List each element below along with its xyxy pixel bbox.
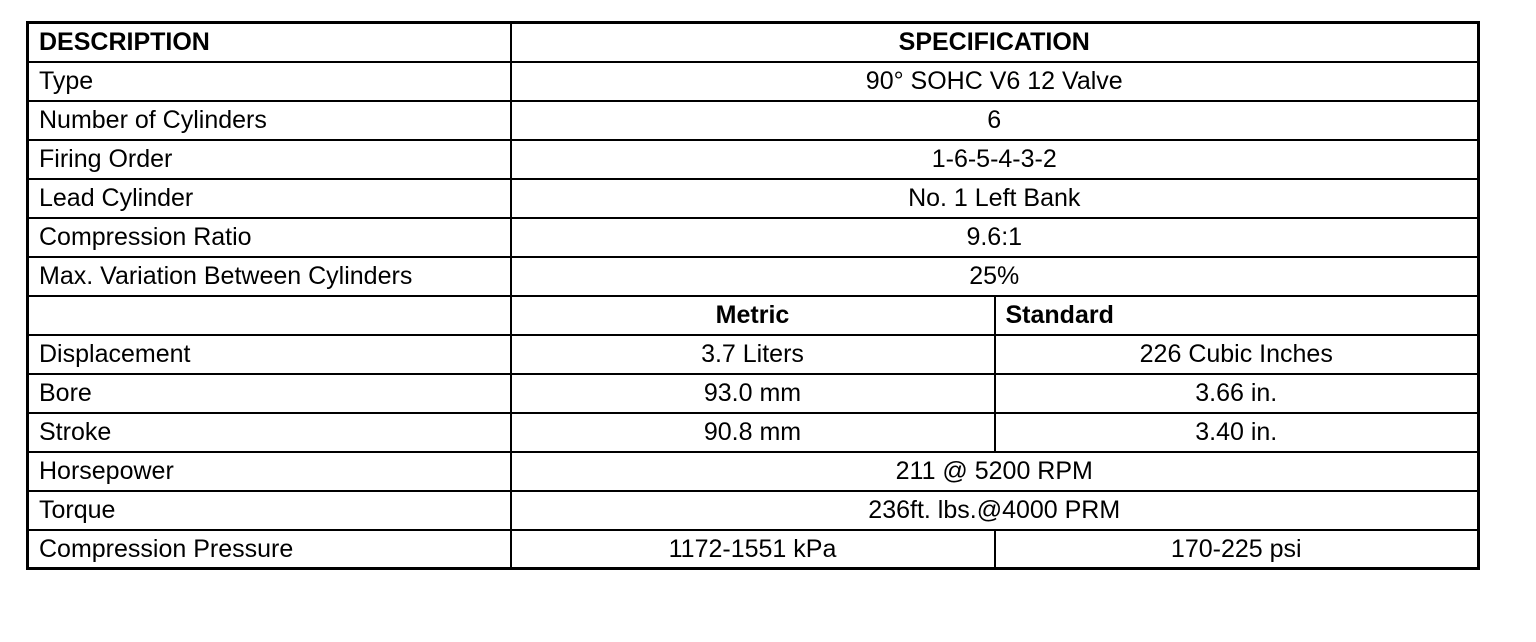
table-row bbox=[28, 179, 1479, 218]
row-value: 236ft. lbs.@4000 PRM bbox=[511, 491, 1479, 530]
row-label: Firing Order bbox=[28, 140, 511, 179]
units-header-row bbox=[28, 296, 1479, 335]
standard-column-header: Standard bbox=[995, 296, 1479, 335]
row-label: Number of Cylinders bbox=[28, 101, 511, 140]
description-column-header: DESCRIPTION bbox=[28, 23, 511, 62]
units-header-blank-cell bbox=[28, 296, 511, 335]
specification-column-header: SPECIFICATION bbox=[511, 23, 1479, 62]
metric-column-header: Metric bbox=[511, 296, 995, 335]
table-header-row bbox=[28, 23, 1479, 62]
row-metric-value: 93.0 mm bbox=[511, 374, 995, 413]
engine-specification-table bbox=[26, 21, 1480, 570]
table-row bbox=[28, 62, 1479, 101]
table-row bbox=[28, 530, 1479, 569]
row-standard-value: 3.66 in. bbox=[995, 374, 1479, 413]
row-value: 211 @ 5200 RPM bbox=[511, 452, 1479, 491]
table-row bbox=[28, 413, 1479, 452]
row-label: Type bbox=[28, 62, 511, 101]
table-row bbox=[28, 140, 1479, 179]
row-value: 9.6:1 bbox=[511, 218, 1479, 257]
row-metric-value: 1172-1551 kPa bbox=[511, 530, 995, 569]
row-label: Horsepower bbox=[28, 452, 511, 491]
table-row bbox=[28, 452, 1479, 491]
table-row bbox=[28, 218, 1479, 257]
row-standard-value: 3.40 in. bbox=[995, 413, 1479, 452]
row-label: Compression Ratio bbox=[28, 218, 511, 257]
row-value: No. 1 Left Bank bbox=[511, 179, 1479, 218]
row-value: 1-6-5-4-3-2 bbox=[511, 140, 1479, 179]
row-label: Displacement bbox=[28, 335, 511, 374]
row-label: Lead Cylinder bbox=[28, 179, 511, 218]
row-standard-value: 226 Cubic Inches bbox=[995, 335, 1479, 374]
table-row bbox=[28, 101, 1479, 140]
row-value: 6 bbox=[511, 101, 1479, 140]
row-metric-value: 3.7 Liters bbox=[511, 335, 995, 374]
row-metric-value: 90.8 mm bbox=[511, 413, 995, 452]
row-standard-value: 170-225 psi bbox=[995, 530, 1479, 569]
table-row bbox=[28, 335, 1479, 374]
row-label: Max. Variation Between Cylinders bbox=[28, 257, 511, 296]
row-value: 25% bbox=[511, 257, 1479, 296]
row-value: 90° SOHC V6 12 Valve bbox=[511, 62, 1479, 101]
row-label: Torque bbox=[28, 491, 511, 530]
table-row bbox=[28, 374, 1479, 413]
row-label: Compression Pressure bbox=[28, 530, 511, 569]
row-label: Bore bbox=[28, 374, 511, 413]
row-label: Stroke bbox=[28, 413, 511, 452]
table-row bbox=[28, 491, 1479, 530]
table-row bbox=[28, 257, 1479, 296]
